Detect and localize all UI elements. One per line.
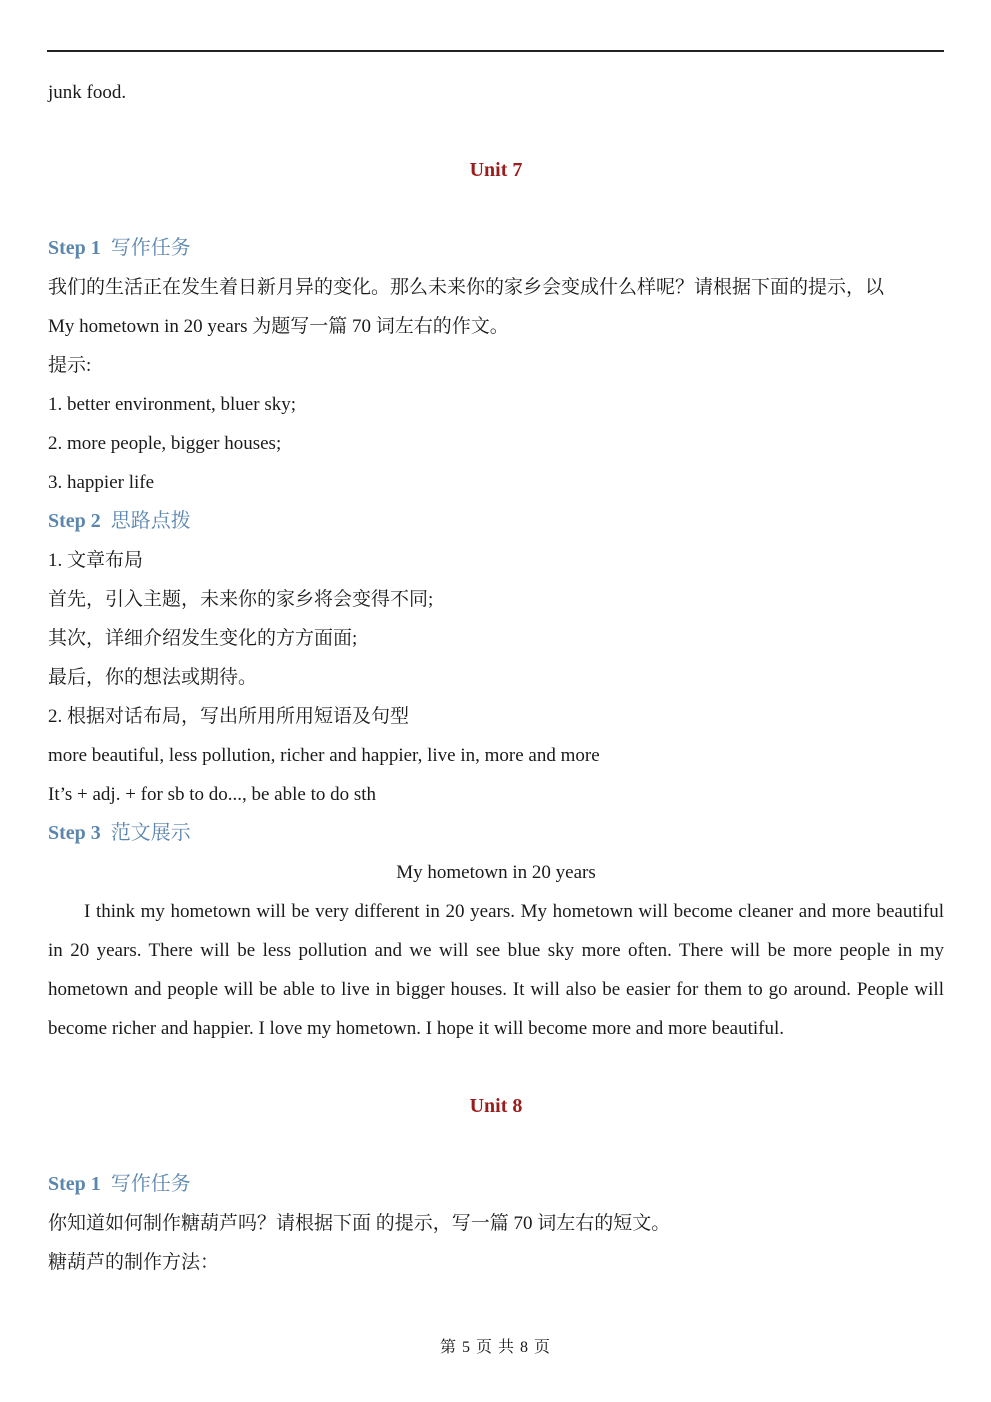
hint-item: 1. better environment, bluer sky;	[48, 394, 296, 415]
step-heading	[48, 814, 944, 853]
unit-heading: Unit 7	[469, 159, 523, 181]
outline-line: 首先，引入主题，未来你的家乡将会变得不同;	[48, 589, 434, 610]
step-title: 写作任务	[110, 237, 191, 259]
hint-item: 2. more people, bigger houses;	[48, 433, 282, 454]
phrases-line: more beautiful, less pollution, richer and happier, live in, more and more	[48, 745, 600, 766]
essay-title: My hometown in 20 years	[396, 862, 596, 883]
hint-label: 提示:	[48, 355, 92, 376]
header-rule	[47, 50, 944, 52]
step-heading	[48, 1165, 944, 1204]
step-heading	[48, 229, 944, 268]
step-title: 思路点拨	[110, 510, 191, 532]
essay-paragraph: I think my hometown will be very different in 20 years. My hometown will become cleaner and more beautiful in 20 years. There will be less pollution and we will see blue sky more often. There will be more people in my hometown and people will be able to live in bigger houses. It will also be easier for them to go around. People will become richer and happier. I love my hometown. I hope it will become more and more beautiful.	[48, 901, 944, 1039]
patterns-line: It’s + adj. + for sb to do..., be able to do sth	[48, 784, 377, 805]
step-label: Step 3	[48, 822, 101, 844]
step-heading	[48, 502, 944, 541]
step-label: Step 2	[48, 510, 101, 532]
outline-line: 2. 根据对话布局，写出所用所用短语及句型	[48, 706, 410, 727]
step-label: Step 1	[48, 237, 101, 259]
step-title: 写作任务	[110, 1173, 191, 1195]
outline-line: 其次，详细介绍发生变化的方方面面;	[48, 628, 358, 649]
task-line: 糖葫芦的制作方法：	[48, 1252, 220, 1273]
task-line: 你知道如何制作糖葫芦吗？请根据下面 的提示，写一篇 70 词左右的短文。	[48, 1213, 671, 1234]
page-footer: 第 5 页 共 8 页	[439, 1339, 551, 1356]
hint-item: 3. happier life	[48, 472, 155, 493]
outline-line: 1. 文章布局	[48, 550, 144, 571]
task-line: My hometown in 20 years 为题写一篇 70 词左右的作文。	[48, 316, 509, 337]
outline-line: 最后，你的想法或期待。	[48, 667, 258, 688]
body-text: junk food.	[48, 82, 127, 103]
task-line: 我们的生活正在发生着日新月异的变化。那么未来你的家乡会变成什么样呢？请根据下面的提示，以	[48, 277, 885, 298]
step-title: 范文展示	[110, 822, 191, 844]
page-content	[48, 73, 944, 1282]
step-label: Step 1	[48, 1173, 101, 1195]
unit-heading: Unit 8	[469, 1095, 523, 1117]
